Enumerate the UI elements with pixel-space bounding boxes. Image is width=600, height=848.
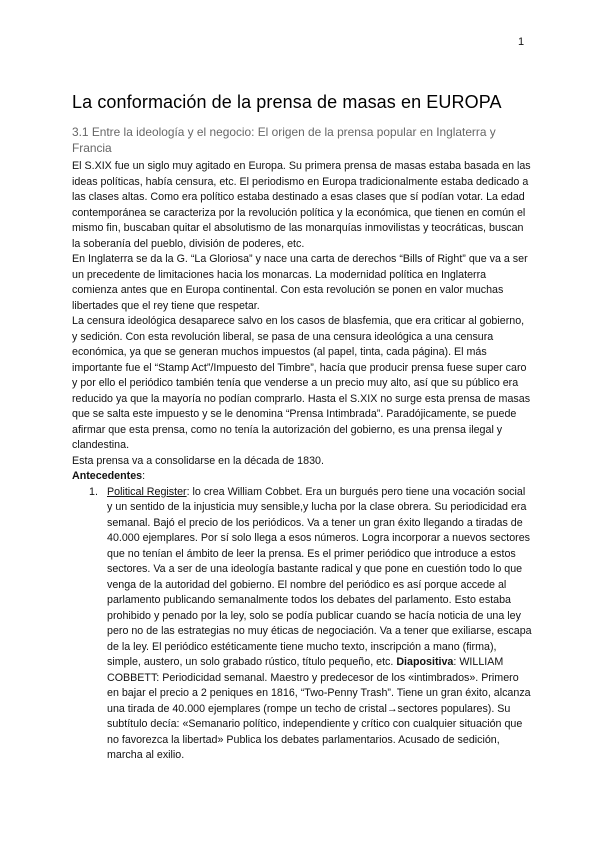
list-item xyxy=(72,485,532,764)
antecedentes-heading-line xyxy=(72,469,532,485)
document-title: La conformación de la prensa de masas en EUROPA xyxy=(72,92,502,112)
paragraph: El S.XIX fue un siglo muy agitado en Europa. Su primera prensa de masas estaba basada en las ideas políticas, había censura, etc. El periodismo en Europa tradicionalmente estaba dedicado a las clases altas. Como era político estaba destinado a esas clases que sí podían votar. La edad contemporánea se caracteriza por la revolución política y la económica, que tienen en común el mismo fin, buscaban quitar el absolutismo de las monarquías inmovilistas y teocráticas, buscan la soberanía del pueblo, división de poderes, etc. xyxy=(72,160,531,250)
list-item-number: 1. xyxy=(89,485,98,498)
newspaper-name: Political Register xyxy=(107,485,187,498)
section-subtitle: 3.1 Entre la ideología y el negocio: El origen de la prensa popular en Inglaterra y Francia xyxy=(72,125,496,155)
diapositiva-text: : WILLIAM COBBETT: Periodicidad semanal. Maestro y predecesor de los «intimbrados». Primero en bajar el precio a 2 peniques en 1816, “Two-Penny Trash”. Tiene un gran éxito, alcanza una tirada de 40.000 ejemplares (rompe un techo de cristal→sectores populares). Su subtítulo decía: «Semanario político, independiente y crítico con cualquier situación que no favorezca la libertad» Publica los debates parlamentarios. Acusado de sedición, marcha al exilio. xyxy=(107,656,531,761)
antecedentes-list xyxy=(72,485,532,764)
paragraph: La censura ideológica desaparece salvo en los casos de blasfemia, que era criticar al gobierno, y sedición. Con esta revolución liberal, se pasa de una censura ideológica a una censura económica, ya que se generan muchos impuestos (al papel, tinta, cada página). El más importante fue el “Stamp Act”/Impuesto del Timbre”, hacía que producir prensa fuese super caro y por ello el periódico también tenía que venderse a un precio muy alto, así que su público era reducido ya que la mayoría no podían comprarlo. Hasta el S.XIX no surge esta prensa de masas que se salta este impuesto y se le denomina “Prensa Intimbrada”. Paradójicamente, se puede afirmar que esta prensa, como no tenía la autorización del gobierno, es una prensa ilegal y clandestina. xyxy=(72,315,531,451)
antecedentes-heading: Antecedentes xyxy=(72,470,143,482)
paragraph: En Inglaterra se da la G. “La Gloriosa” y nace una carta de derechos “Bills of Right” que va a ser un precedente de limitaciones hacia los monarcas. La modernidad política en Inglaterra comienza antes que en Europa continental. Con esta revolución se ponen en valor muchas libertades que el rey tiene que respetar. xyxy=(72,253,528,312)
document-body xyxy=(72,159,532,764)
diapositiva-label: Diapositiva xyxy=(396,656,454,668)
heading-colon: : xyxy=(142,470,146,482)
paragraph: Esta prensa va a consolidarse en la década de 1830. xyxy=(72,454,324,467)
list-item-text: : lo crea William Cobbet. Era un burgués pero tiene una vocación social y un sentido de la injusticia muy sensible,y lucha por la clase obrera. Su periodicidad era semanal. Bajó el precio de los periódicos. Va a tener un gran éxito llegando a tiradas de 40.000 ejemplares. Por sí solo llega a esos números. Logra incorporar a nuevos sectores que no tenían el ámbito de leer la prensa. Es el primer periódico que introduce a estos sectores. Va a ser de una ideología bastante radical y que pone en cuestión todo lo que venga de la autoridad del gobierno. El nombre del periódico es así porque accede al parlamento publicando semanalmente todos los debates del parlamento. Esto estaba prohibido y penado por la ley, solo se podía publicar cuando se hacía noticia de una ley pero no de las estrategias no muy éticas de negociación. Va a tener que exiliarse, escapa de la ley. El periódico estéticamente tiene mucho texto, inscripción a mano (firma), simple, austero, un solo grabado rústico, título pequeño, etc. xyxy=(107,485,532,668)
page-number: 1 xyxy=(518,36,525,48)
